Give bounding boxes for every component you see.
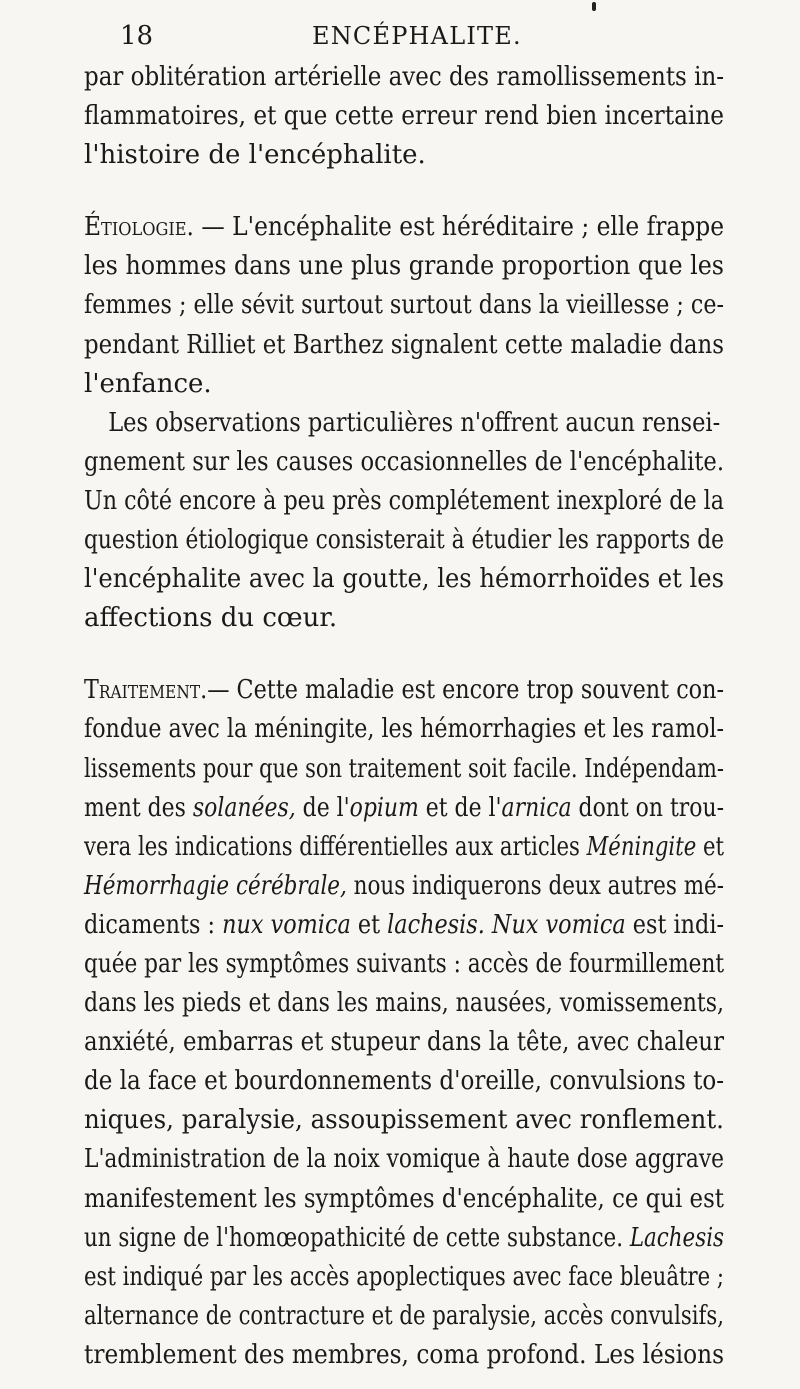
text-line: de la face et bourdonnements d'oreille, convulsions to- bbox=[84, 1066, 725, 1097]
body-text bbox=[84, 58, 724, 1375]
text-fragment: — Cette maladie est encore trop souvent con- bbox=[207, 675, 724, 706]
italic-term: solanées, bbox=[192, 792, 296, 823]
text-fragment: vera les indications différentielles aux articles bbox=[84, 831, 587, 862]
traitement-first-line bbox=[84, 671, 724, 710]
running-title: ENCÉPHALITE. bbox=[312, 22, 522, 50]
text-line: femmes ; elle sévit surtout surtout dans la vieillesse ; ce- bbox=[84, 290, 724, 321]
text-line: l'histoire de l'encéphalite. bbox=[84, 140, 426, 171]
italic-term: opium bbox=[349, 792, 419, 823]
text-line: pendant Rilliet et Barthez signalent cette maladie dans bbox=[84, 329, 724, 360]
paragraph-gap bbox=[84, 175, 724, 208]
etiologie-heading: Étiologie. bbox=[84, 212, 194, 243]
text-line bbox=[84, 867, 725, 906]
text-line: lissements pour que son traitement soit facile. Indépendam- bbox=[84, 753, 724, 784]
traitement-heading: Traitement. bbox=[84, 675, 208, 706]
text-line: question étiologique consisterait à étudier les rapports de bbox=[84, 525, 724, 556]
text-line bbox=[84, 789, 724, 828]
text-fragment: — L'encéphalite est héréditaire ; elle frappe bbox=[193, 212, 725, 243]
etiologie-first-line bbox=[84, 208, 725, 247]
italic-term: Nux vomica bbox=[491, 909, 626, 940]
text-line: dans les pieds et dans les mains, nausées, vomissements, bbox=[84, 988, 725, 1019]
text-line: par oblitération artérielle avec des ramollissements in- bbox=[84, 62, 724, 92]
text-line: manifestement les symptômes d'encéphalite, ce qui est bbox=[84, 1183, 724, 1214]
text-line: niques, paralysie, assoupissement avec ronflement. bbox=[84, 1105, 724, 1136]
text-line: L'administration de la noix vomique à haute dose aggrave bbox=[84, 1144, 725, 1175]
text-fragment: ment des bbox=[84, 792, 193, 823]
text-fragment: est indi- bbox=[625, 909, 725, 940]
text-line: affections du cœur. bbox=[84, 603, 338, 634]
text-fragment: et de l' bbox=[418, 792, 502, 823]
text-line: quée par les symptômes suivants : accès de fourmillement bbox=[84, 948, 725, 979]
italic-term: Lachesis bbox=[629, 1222, 725, 1253]
text-line: l'enfance. bbox=[84, 368, 212, 399]
text-fragment: nous indiquerons deux autres mé- bbox=[346, 870, 725, 901]
text-fragment: dicaments : bbox=[84, 909, 223, 940]
text-line bbox=[84, 828, 724, 867]
italic-term: lachesis. bbox=[387, 909, 485, 940]
text-line: flammatoires, et que cette erreur rend bien incertaine bbox=[84, 101, 725, 132]
text-line: est indiqué par les accès apoplectiques avec face bleuâtre ; bbox=[84, 1261, 724, 1292]
italic-term: arnica bbox=[501, 792, 572, 823]
text-fragment: et bbox=[350, 909, 388, 940]
italic-term: nux vomica bbox=[222, 909, 351, 940]
text-line: l'encéphalite avec la goutte, les hémorrhoïdes et les bbox=[84, 564, 725, 595]
text-line: fondue avec la méningite, les hémorrhagies et les ramol- bbox=[84, 714, 724, 745]
page-number: 18 bbox=[120, 21, 154, 51]
text-fragment: un signe de l'homœopathicité de cette substance. bbox=[84, 1222, 630, 1253]
text-line: alternance de contracture et de paralysie, accès convulsifs, bbox=[84, 1300, 725, 1331]
paragraph-gap bbox=[84, 638, 724, 671]
text-line: gnement sur les causes occasionnelles de l'encéphalite. bbox=[84, 446, 725, 477]
italic-term: Méningite bbox=[586, 831, 697, 862]
italic-term: Hémorrhagie cérébrale, bbox=[84, 870, 347, 901]
text-line: Les observations particulières n'offrent aucun rensei- bbox=[108, 407, 721, 438]
text-fragment: de l' bbox=[295, 792, 350, 823]
text-line: Un côté encore à peu près complétement inexploré de la bbox=[84, 485, 725, 516]
text-fragment: et bbox=[696, 831, 724, 862]
text-line: anxiété, embarras et stupeur dans la tête, avec chaleur bbox=[84, 1027, 725, 1058]
text-line bbox=[84, 1219, 725, 1258]
text-fragment: dont on trou- bbox=[571, 792, 724, 823]
text-line: les hommes dans une plus grande proportion que les bbox=[84, 251, 725, 282]
text-line: tremblement des membres, coma profond. Les lésions bbox=[84, 1339, 725, 1370]
ink-speck bbox=[592, 2, 596, 11]
text-line bbox=[84, 906, 725, 945]
